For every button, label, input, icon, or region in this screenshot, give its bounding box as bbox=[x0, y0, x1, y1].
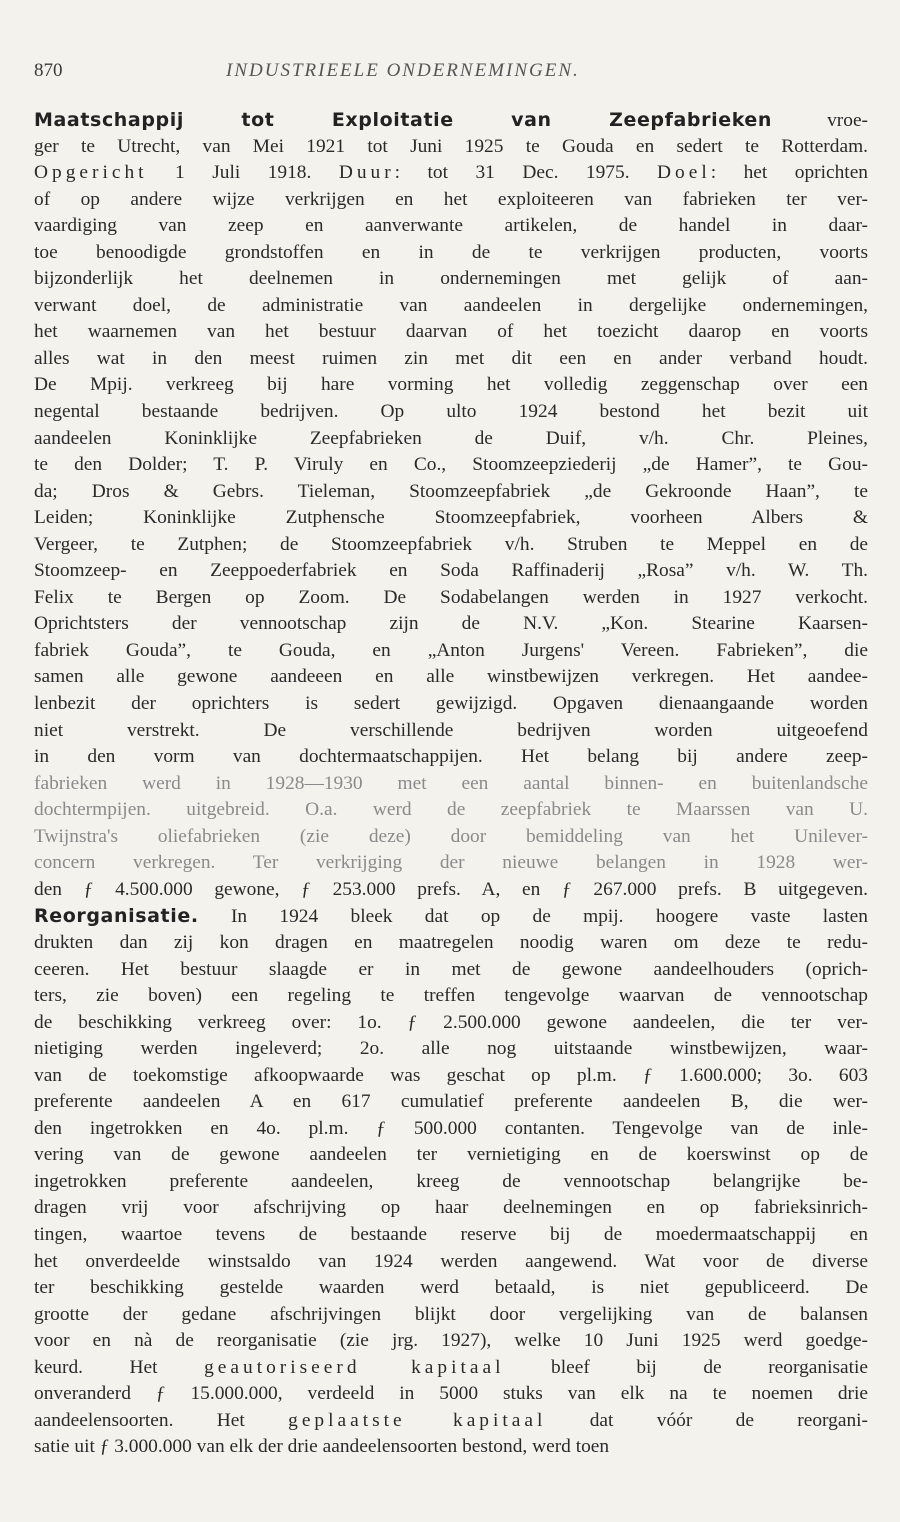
spaced-term: Duur bbox=[338, 162, 395, 184]
line-text: dochtermpijen. uitgebreid. O.a. werd de zeepfabriek te Maarssen van U. bbox=[34, 799, 868, 821]
text-line bbox=[34, 187, 868, 214]
text-line bbox=[34, 558, 868, 585]
text-line bbox=[34, 1434, 868, 1461]
line-text: vaardiging van zeep en aanverwante artikelen, de handel in daar- bbox=[34, 215, 868, 237]
line-text: concern verkregen. Ter verkrijging der nieuwe belangen in 1928 wer- bbox=[34, 852, 868, 874]
line-text: satie uit ƒ 3.000.000 van elk der drie aandeelensoorten bestond, werd toen bbox=[34, 1436, 610, 1458]
text-line bbox=[34, 638, 868, 665]
section-heading: Maatschappij tot Exploitatie van Zeepfabrieken bbox=[34, 109, 773, 131]
line-text: grootte der gedane afschrijvingen blijkt door vergelijking van de balansen bbox=[34, 1303, 868, 1325]
text-line bbox=[34, 1222, 868, 1249]
text-line bbox=[34, 532, 868, 559]
text-line bbox=[34, 134, 868, 161]
text-line bbox=[34, 399, 868, 426]
text-line bbox=[34, 160, 868, 187]
running-title: INDUSTRIEELE ONDERNEMINGEN. bbox=[226, 60, 580, 81]
text-line bbox=[34, 1302, 868, 1329]
line-text: bleef bij de reorganisatie bbox=[504, 1356, 868, 1378]
line-text: het onverdeelde winstsaldo van 1924 werden aangewend. Wat voor de diverse bbox=[34, 1250, 868, 1272]
text-line bbox=[34, 691, 868, 718]
text-line bbox=[34, 664, 868, 691]
text-line bbox=[34, 1408, 868, 1435]
line-text: Felix te Bergen op Zoom. De Sodabelangen werden in 1927 verkocht. bbox=[34, 586, 868, 608]
text-line bbox=[34, 797, 868, 824]
line-text: : tot 31 Dec. 1975. bbox=[394, 162, 658, 184]
line-text: fabriek Gouda”, te Gouda, en „Anton Jurgens' Vereen. Fabrieken”, die bbox=[34, 639, 868, 661]
body-text bbox=[34, 107, 868, 1461]
text-line bbox=[34, 585, 868, 612]
text-line bbox=[34, 372, 868, 399]
text-line bbox=[34, 611, 868, 638]
text-line bbox=[34, 930, 868, 957]
text-line bbox=[34, 957, 868, 984]
text-line bbox=[34, 1169, 868, 1196]
text-line bbox=[34, 1089, 868, 1116]
text-line bbox=[34, 1142, 868, 1169]
line-text: den ingetrokken en 4o. pl.m. ƒ 500.000 contanten. Tengevolge van de inle- bbox=[34, 1117, 868, 1139]
text-line bbox=[34, 850, 868, 877]
line-text: toe benoodigde grondstoffen en in de te verkrijgen producten, voorts bbox=[34, 241, 868, 263]
line-text: de beschikking verkreeg over: 1o. ƒ 2.500.000 gewone aandeelen, die ter ver- bbox=[34, 1011, 868, 1033]
line-text: preferente aandeelen A en 617 cumulatief preferente aandeelen B, die wer- bbox=[34, 1091, 868, 1113]
line-text: ter beschikking gestelde waarden werd betaald, is niet gepubliceerd. De bbox=[34, 1277, 868, 1299]
text-line bbox=[34, 107, 868, 134]
page-number: 870 bbox=[34, 60, 63, 81]
text-line bbox=[34, 744, 868, 771]
line-text: ters, zie boven) een regeling te treffen tengevolge waarvan de vennootschap bbox=[34, 985, 868, 1007]
spaced-term: geautoriseerd kapitaal bbox=[204, 1356, 505, 1378]
line-text: verwant doel, de administratie van aandeelen in dergelijke ondernemingen, bbox=[34, 294, 868, 316]
text-line bbox=[34, 1036, 868, 1063]
line-text: nietiging werden ingeleverd; 2o. alle nog uitstaande winstbewijzen, waar- bbox=[34, 1038, 868, 1060]
text-line bbox=[34, 1195, 868, 1222]
line-text: 1 Juli 1918. bbox=[147, 162, 339, 184]
line-text: in den vorm van dochtermaatschappijen. Het belang bij andere zeep- bbox=[34, 746, 868, 768]
text-line bbox=[34, 426, 868, 453]
line-text: vering van de gewone aandeelen ter vernietiging en de koerswinst op de bbox=[34, 1144, 868, 1166]
line-text: bijzonderlijk het deelnemen in ondernemingen met gelijk of aan- bbox=[34, 268, 868, 290]
text-line bbox=[34, 824, 868, 851]
line-text: ingetrokken preferente aandeelen, kreeg de vennootschap belangrijke be- bbox=[34, 1170, 868, 1192]
line-text: of op andere wijze verkrijgen en het exploiteeren van fabrieken ter ver- bbox=[34, 188, 868, 210]
line-text: aandeelen Koninklijke Zeepfabrieken de Duif, v/h. Chr. Pleines, bbox=[34, 427, 868, 449]
text-line bbox=[34, 319, 868, 346]
line-text: De Mpij. verkreeg bij hare vorming het volledig zeggenschap over een bbox=[34, 374, 868, 396]
text-line bbox=[34, 1063, 868, 1090]
line-text: keurd. Het bbox=[34, 1356, 205, 1378]
line-text: niet verstrekt. De verschillende bedrijven worden uitgeoefend bbox=[34, 719, 868, 741]
text-line bbox=[34, 718, 868, 745]
line-text: te den Dolder; T. P. Viruly en Co., Stoomzeepziederij „de Hamer”, te Gou- bbox=[34, 454, 868, 476]
spaced-term: Doel bbox=[657, 162, 711, 184]
line-text: samen alle gewone aandeeen en alle winstbewijzen verkregen. Het aandee- bbox=[34, 666, 868, 688]
line-text: vroe- bbox=[772, 110, 869, 131]
text-line bbox=[34, 1116, 868, 1143]
text-line bbox=[34, 293, 868, 320]
line-text: voor en nà de reorganisatie (zie jrg. 1927), welke 10 Juni 1925 werd goedge- bbox=[34, 1330, 868, 1352]
line-text: fabrieken werd in 1928—1930 met een aantal binnen- en buitenlandsche bbox=[34, 772, 868, 794]
text-line bbox=[34, 877, 868, 904]
line-text: Vergeer, te Zutphen; de Stoomzeepfabriek v/h. Struben te Meppel en de bbox=[34, 533, 868, 555]
line-text: Leiden; Koninklijke Zutphensche Stoomzeepfabriek, voorheen Albers & bbox=[34, 507, 868, 529]
text-line bbox=[34, 213, 868, 240]
line-text: onveranderd ƒ 15.000.000, verdeeld in 5000 stuks van elk na te noemen drie bbox=[34, 1383, 868, 1405]
text-line bbox=[34, 266, 868, 293]
line-text: aandeelensoorten. Het bbox=[34, 1409, 289, 1431]
line-text: dragen vrij voor afschrijving op haar deelnemingen en op fabrieksinrich- bbox=[34, 1197, 868, 1219]
line-text: negental bestaande bedrijven. Op ulto 1924 bestond het bezit uit bbox=[34, 401, 868, 423]
section-heading: Reorganisatie. bbox=[34, 905, 199, 928]
line-text: alles wat in den meest ruimen zin met dit een en ander verband houdt. bbox=[34, 347, 868, 369]
text-line bbox=[34, 505, 868, 532]
line-text: Twijnstra's oliefabrieken (zie deze) door bemiddeling van het Unilever- bbox=[34, 825, 868, 847]
line-text: da; Dros & Gebrs. Tieleman, Stoomzeepfabriek „de Gekroonde Haan”, te bbox=[34, 480, 868, 502]
text-line bbox=[34, 983, 868, 1010]
line-text: Oprichtsters der vennootschap zijn de N.V. „Kon. Stearine Kaarsen- bbox=[34, 613, 868, 635]
page-header bbox=[34, 58, 870, 88]
line-text: lenbezit der oprichters is sedert gewijzigd. Opgaven dienaangaande worden bbox=[34, 693, 868, 715]
line-text: het waarnemen van het bestuur daarvan of het toezicht daarop en voorts bbox=[34, 321, 868, 343]
spaced-term: geplaatste kapitaal bbox=[288, 1409, 547, 1431]
line-text: ger te Utrecht, van Mei 1921 tot Juni 1925 te Gouda en sedert te Rotterdam. bbox=[34, 135, 868, 157]
text-line bbox=[34, 1381, 868, 1408]
text-line bbox=[34, 240, 868, 267]
line-text: Stoomzeep- en Zeeppoederfabriek en Soda Raffinaderij „Rosa” v/h. W. Th. bbox=[34, 560, 868, 582]
line-text: van de toekomstige afkoopwaarde was geschat op pl.m. ƒ 1.600.000; 3o. 603 bbox=[34, 1064, 868, 1086]
line-text: tingen, waartoe tevens de bestaande reserve bij de moedermaatschappij en bbox=[34, 1223, 868, 1245]
line-text: ceeren. Het bestuur slaagde er in met de gewone aandeelhouders (oprich- bbox=[34, 958, 868, 980]
text-line bbox=[34, 479, 868, 506]
spaced-term: Opgericht bbox=[34, 162, 148, 184]
line-text: den ƒ 4.500.000 gewone, ƒ 253.000 prefs. A, en ƒ 267.000 prefs. B uitgegeven. bbox=[34, 878, 868, 900]
line-text: drukten dan zij kon dragen en maatregelen noodig waren om deze te redu- bbox=[34, 931, 868, 953]
text-line bbox=[34, 1249, 868, 1276]
text-line bbox=[34, 452, 868, 479]
text-line bbox=[34, 1328, 868, 1355]
line-text: In 1924 bleek dat op de mpij. hoogere vaste lasten bbox=[198, 906, 868, 928]
text-line bbox=[34, 1355, 868, 1382]
text-line bbox=[34, 1010, 868, 1037]
text-line bbox=[34, 903, 868, 930]
text-line bbox=[34, 771, 868, 798]
line-text: : het oprichten bbox=[710, 162, 868, 184]
text-line bbox=[34, 346, 868, 373]
line-text: dat vóór de reorgani- bbox=[546, 1409, 868, 1431]
text-line bbox=[34, 1275, 868, 1302]
